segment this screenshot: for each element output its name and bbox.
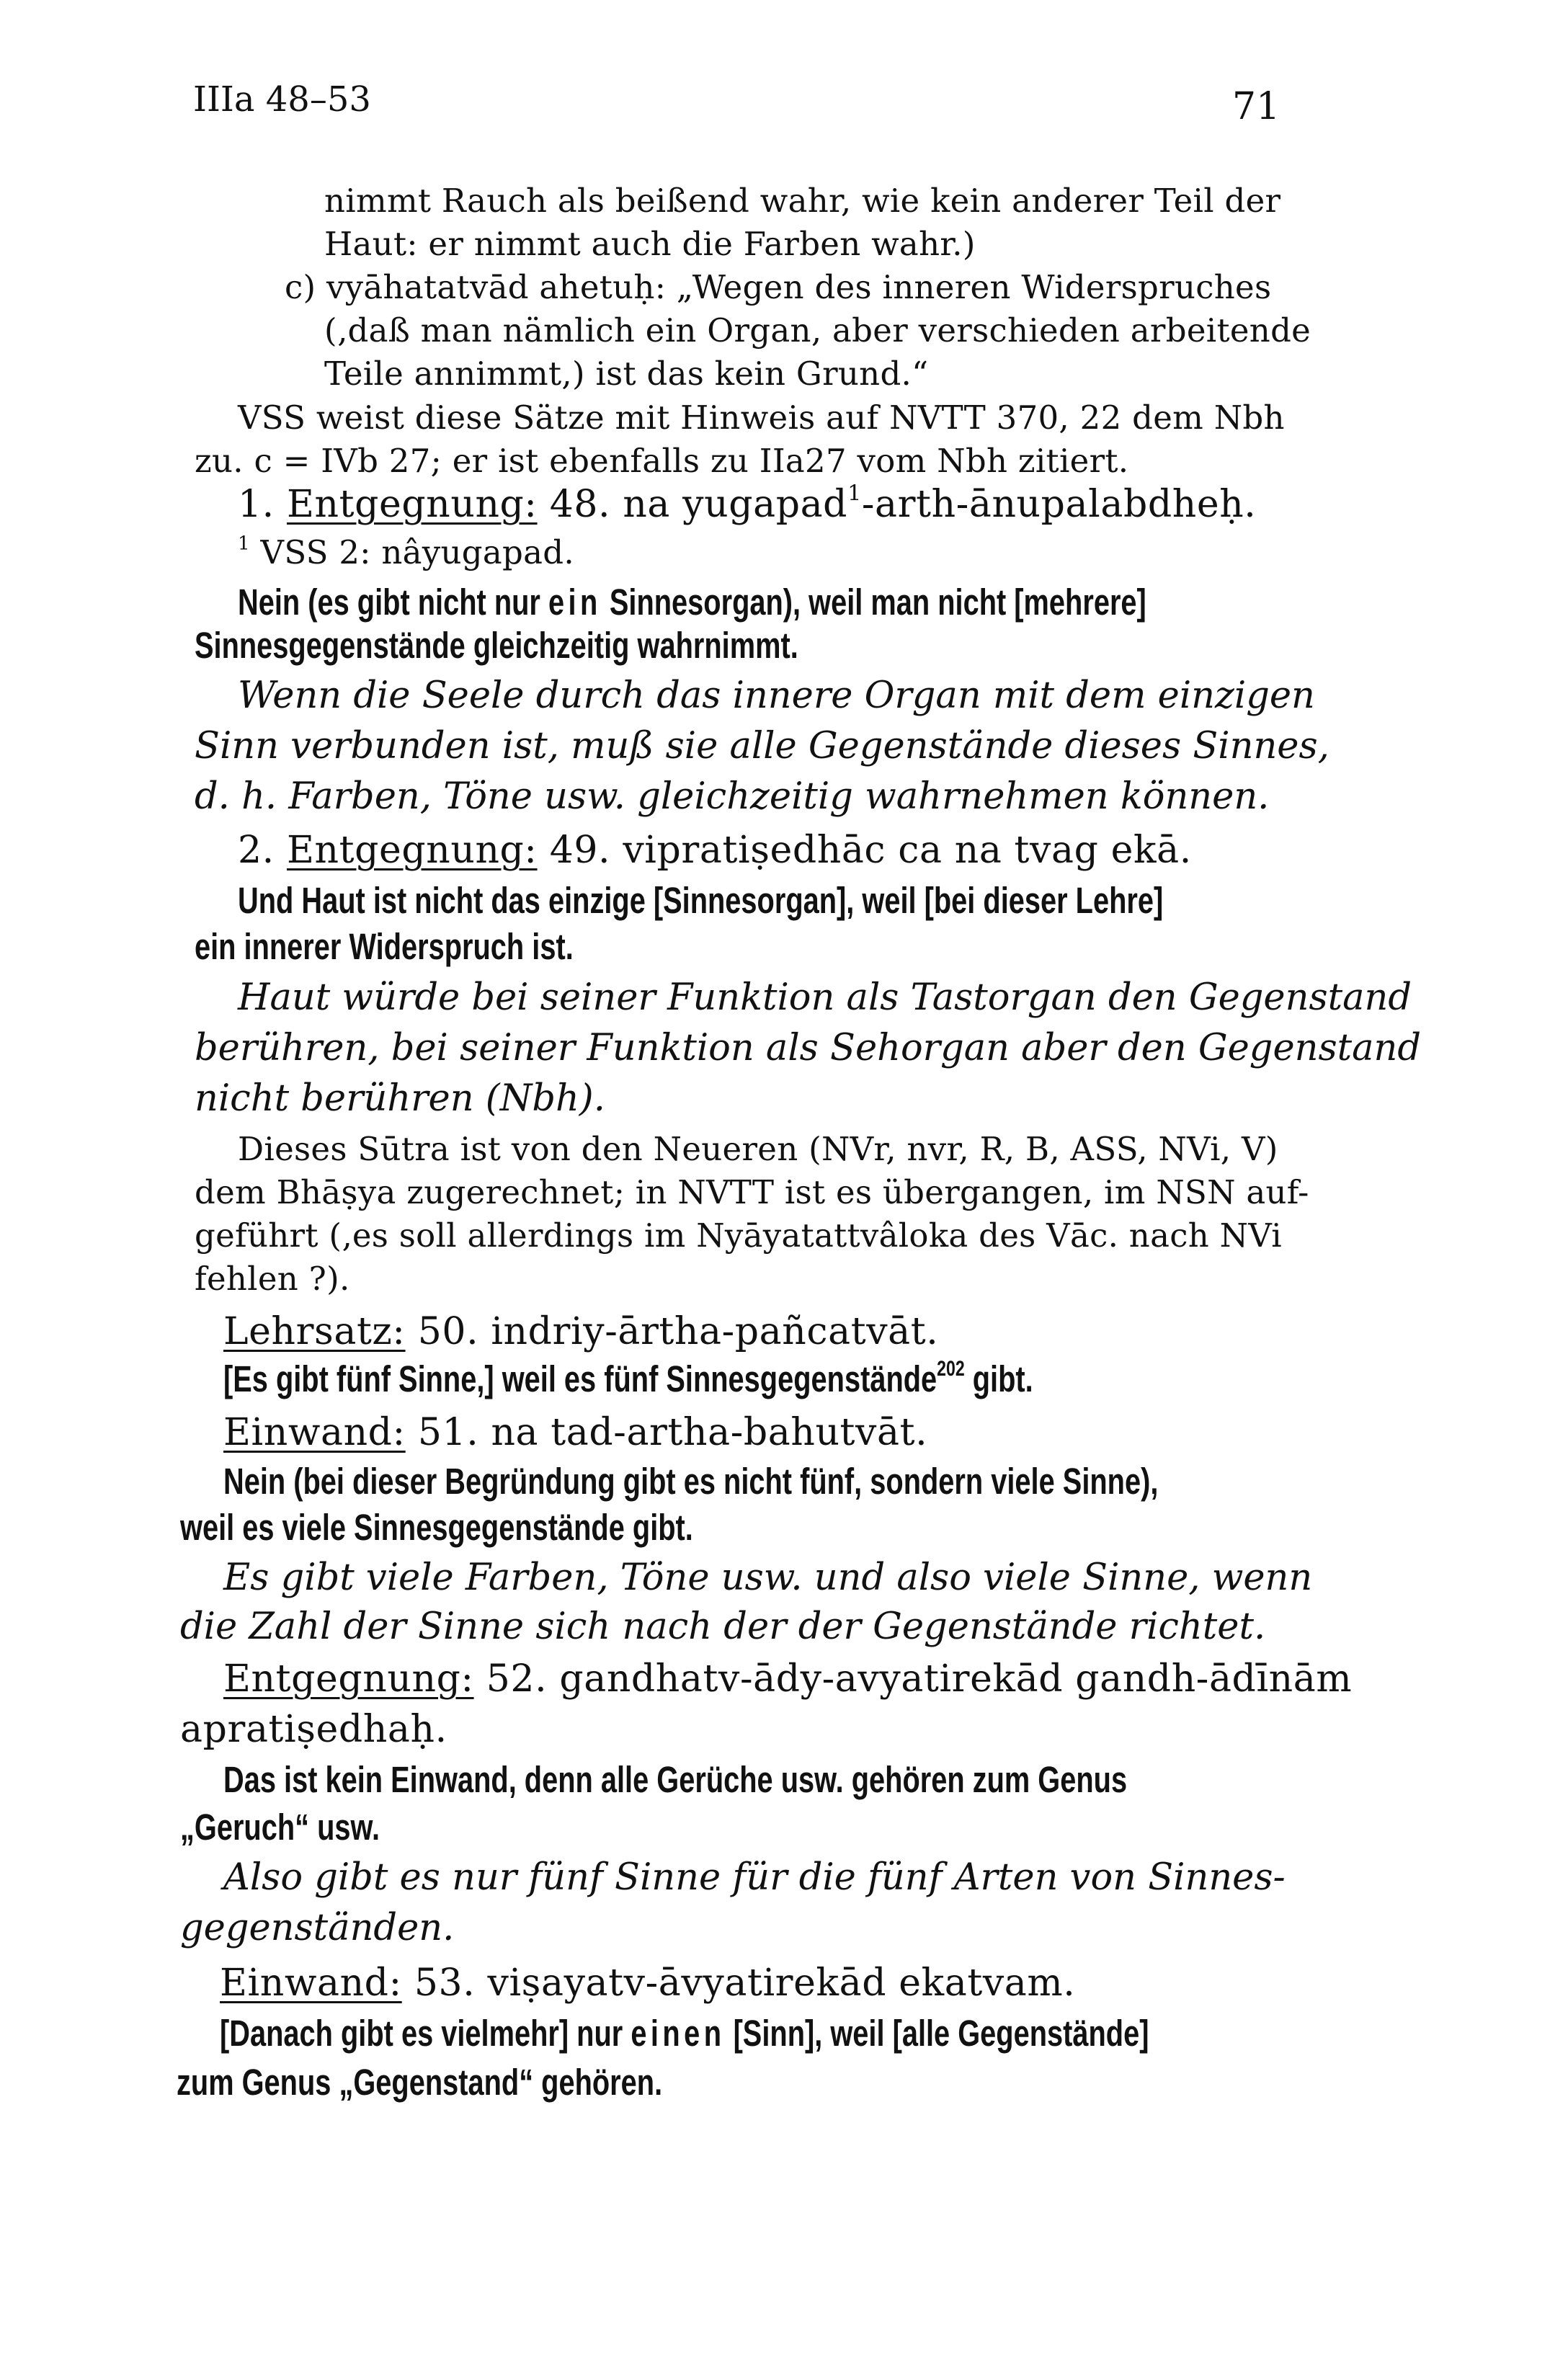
sutra-53-heading	[220, 1962, 1075, 2005]
commentary-italic: Sinn verbunden ist, muß sie alle Gegenstände dieses Sinnes,	[195, 725, 1329, 767]
commentary-italic: Es gibt viele Farben, Töne usw. und also viele Sinne, wenn	[223, 1557, 1313, 1599]
translation-bold: weil es viele Sinnesgegenstände gibt.	[180, 1507, 693, 1548]
sutra-text: 53. viṣayatv-āvyatirekād ekatvam.	[414, 1962, 1076, 2005]
editorial-note: dem Bhāṣya zugerechnet; in NVTT ist es übergangen, im NSN auf-	[195, 1173, 1309, 1211]
intro-line: zu. c = IVb 27; er ist ebenfalls zu IIa27 vom Nbh zitiert.	[195, 442, 1129, 480]
intro-line: (‚daß man nämlich ein Organ, aber verschieden arbeitende	[324, 311, 1311, 349]
translation-bold: zum Genus „Gegenstand“ gehören.	[177, 2062, 663, 2103]
sutra-text: 48. na yugapad$^1$-arth-ānupalabdheḥ.	[549, 481, 1257, 526]
intro-line: nimmt Rauch als beißend wahr, wie kein anderer Teil der	[324, 182, 1281, 220]
translation-bold: [Es gibt fünf Sinne,] weil es fünf Sinnesgegenstände$^{202}$ gibt.	[223, 1356, 1033, 1399]
translation-bold: Nein (bei dieser Begründung gibt es nicht fünf, sondern viele Sinne),	[223, 1461, 1159, 1502]
footnote-marker: 202	[937, 1356, 965, 1381]
heading-label: Einwand:	[220, 1962, 402, 2005]
editorial-note: fehlen ?).	[195, 1260, 350, 1298]
translation-bold: Und Haut ist nicht das einzige [Sinnesorgan], weil [bei dieser Lehre]	[238, 880, 1164, 921]
translation-bold: [Danach gibt es vielmehr] nur einen [Sinn], weil [alle Gegenstände]	[220, 2013, 1149, 2054]
sutra-50-heading	[223, 1310, 938, 1353]
intro-line: Haut: er nimmt auch die Farben wahr.)	[324, 225, 976, 263]
heading-label: Entgegnung:	[286, 829, 538, 872]
intro-line: Teile annimmt,) ist das kein Grund.“	[324, 355, 929, 393]
heading-label: Lehrsatz:	[223, 1310, 406, 1353]
editorial-note: geführt (‚es soll allerdings im Nyāyatattvâloka des Vāc. nach NVi	[195, 1216, 1282, 1255]
commentary-italic: die Zahl der Sinne sich nach der der Gegenstände richtet.	[180, 1606, 1266, 1648]
sutra-52-heading	[223, 1657, 1352, 1701]
heading-label: Entgegnung:	[286, 483, 538, 526]
intro-line: c) vyāhatatvād ahetuḥ: „Wegen des inneren Widerspruches	[285, 268, 1272, 306]
heading-number: 2.	[238, 829, 275, 872]
heading-label: Entgegnung:	[223, 1657, 474, 1701]
commentary-italic: Wenn die Seele durch das innere Organ mit dem einzigen	[238, 674, 1315, 717]
translation-bold: „Geruch“ usw.	[180, 1807, 380, 1848]
footnote-number: 1	[238, 533, 250, 555]
running-header: IIIa 48–53	[193, 79, 371, 120]
commentary-italic: Also gibt es nur fünf Sinne für die fünf Arten von Sinnes-	[223, 1856, 1286, 1899]
editorial-note: Dieses Sūtra ist von den Neueren (NVr, nvr, R, B, ASS, NVi, V)	[238, 1130, 1278, 1168]
commentary-italic: nicht berühren (Nbh).	[195, 1077, 605, 1120]
translation-bold: ein innerer Widerspruch ist.	[195, 926, 574, 967]
page-number: 71	[1232, 85, 1280, 128]
heading-label: Einwand:	[223, 1411, 406, 1454]
commentary-italic: d. h. Farben, Töne usw. gleichzeitig wahrnehmen können.	[195, 775, 1270, 818]
sutra-text-continued: apratiṣedhaḥ.	[180, 1708, 447, 1751]
intro-line: VSS weist diese Sätze mit Hinweis auf NVTT 370, 22 dem Nbh	[238, 398, 1285, 437]
commentary-italic: berühren, bei seiner Funktion als Sehorgan aber den Gegenstand	[195, 1027, 1422, 1069]
heading-number: 1.	[238, 483, 275, 526]
sutra-48-heading	[238, 483, 1256, 526]
commentary-italic: Haut würde bei seiner Funktion als Tastorgan den Gegenstand	[238, 976, 1412, 1019]
footnote: $^1$ VSS 2: nâyugapad.	[238, 533, 574, 571]
sutra-text: 51. na tad-artha-bahutvāt.	[417, 1411, 928, 1454]
sutra-51-heading	[223, 1411, 927, 1454]
footnote-marker: 1	[847, 481, 862, 507]
translation-bold: Nein (es gibt nicht nur ein Sinnesorgan), weil man nicht [mehrere]	[238, 582, 1146, 623]
translation-bold: Sinnesgegenstände gleichzeitig wahrnimmt.	[195, 625, 798, 666]
commentary-italic: gegenständen.	[180, 1907, 455, 1949]
sutra-text: 52. gandhatv-ādy-avyatirekād gandh-ādīnām	[486, 1657, 1353, 1701]
translation-bold: Das ist kein Einwand, denn alle Gerüche usw. gehören zum Genus	[223, 1759, 1128, 1800]
sutra-text: 50. indriy-ārtha-pañcatvāt.	[417, 1310, 939, 1353]
sutra-49-heading	[238, 829, 1192, 872]
sutra-text: 49. vipratiṣedhāc ca na tvag ekā.	[549, 829, 1192, 872]
